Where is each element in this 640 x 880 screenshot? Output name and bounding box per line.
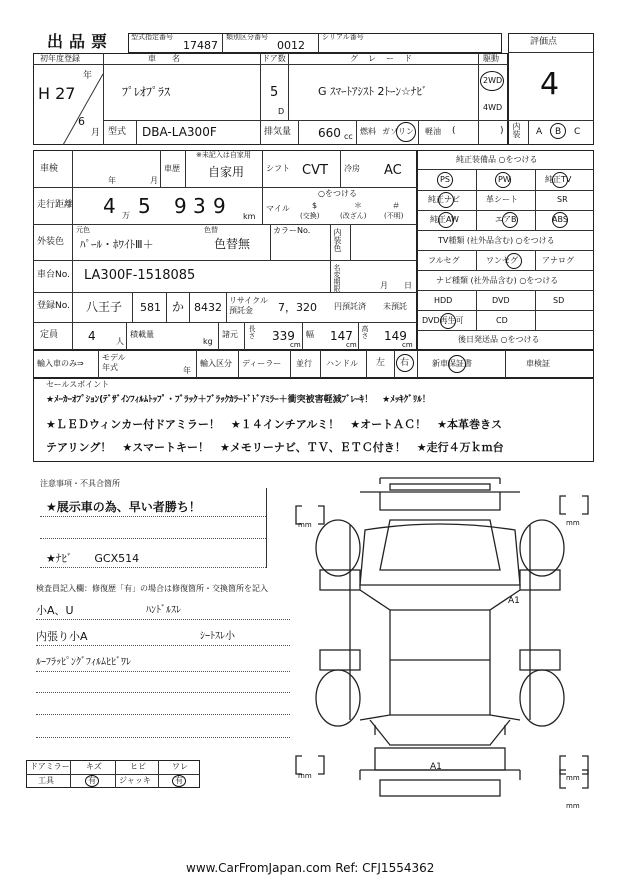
- equip-sr: SR: [557, 195, 568, 204]
- model-label: 型式: [108, 127, 127, 137]
- recycle-no: 未預託: [383, 302, 407, 311]
- wid-unit: cm: [346, 341, 357, 349]
- ac-label: 冷房: [344, 164, 360, 173]
- mileage-unit: km: [243, 212, 256, 221]
- handle-label: ハンドル: [326, 359, 358, 368]
- tire-mm-rl: mm: [298, 772, 312, 780]
- equip-navi-circle: [438, 192, 454, 208]
- notes-label: 注意事項・不具合箇所: [40, 479, 120, 488]
- sales-line-3: テアリング！ ★スマートキー！ ★メモリーナビ、ＴＶ、ＥＴＣ付き！ ★走行４万ｋｍ台: [46, 441, 504, 454]
- reg-class: 581: [140, 301, 161, 314]
- mileage-label: 走行距離: [37, 200, 74, 210]
- body-value: 自家用: [208, 165, 245, 179]
- insp-line-1a: 小A、U: [36, 604, 74, 617]
- load-unit: kg: [203, 337, 213, 346]
- equip-tv: 純正TV: [545, 175, 572, 184]
- serial-label: シリアル番号: [322, 33, 364, 41]
- name-label: 車名: [148, 54, 196, 63]
- equip-aw-circle: [438, 212, 454, 228]
- car-name: ﾌﾟﾚｵﾌﾟﾗｽ: [122, 85, 171, 99]
- paren-close: ): [500, 126, 504, 136]
- recycle-label: リサイクル 預託金: [229, 296, 268, 315]
- first-reg-label: 初年度登録: [40, 54, 80, 63]
- unknown-sym: ＃: [392, 201, 400, 210]
- exchange-sym: $: [312, 201, 318, 210]
- mileage-digit-1: 4: [103, 194, 116, 218]
- equip-airbag: エアB: [495, 215, 517, 224]
- reg-kana: か: [172, 300, 185, 314]
- mileage-digit-4: 3: [193, 194, 206, 218]
- reg-area: 八王子: [86, 300, 123, 314]
- handle-right-circle: [396, 354, 414, 372]
- model-spec-value: 17487: [183, 39, 218, 52]
- fuel-gasoline-circle: [396, 122, 416, 142]
- notes-line-3: ★ﾅﾋﾞ GCX514: [46, 552, 140, 565]
- altered-label: (改ざん): [340, 212, 367, 220]
- handle-right: 右: [400, 358, 410, 368]
- later-warranty: 新車保証書: [432, 359, 472, 368]
- mileage-digit-5: 9: [213, 194, 226, 218]
- color-change-label: 色替: [204, 226, 218, 234]
- equip-ps-circle: [437, 172, 453, 188]
- first-reg-era: H 27: [38, 84, 76, 103]
- grade-value: G ｽﾏｰﾄｱｼｽﾄ 2ﾄｰﾝ☆ﾅﾋﾞ: [318, 85, 428, 98]
- wid-label: 幅: [306, 330, 314, 339]
- sales-line-1: ★ﾒｰｶｰｵﾌﾟｼｮﾝ(ﾃﾞｻﾞｲﾝﾌｨﾙﾑﾄｯﾌﾟ・ﾌﾞﾗｯｸ＋ﾌﾞﾗｯｸｶﾗｰﾄﾞﾄﾞｱﾐﾗｰ＋衝突被害軽減ﾌﾞﾚｰｷ！ ★ﾒｯｷｸﾞﾘﾙ！: [46, 395, 431, 405]
- model-year-label: モデル 年式: [102, 353, 126, 372]
- equip-aw: 純正AW: [430, 215, 459, 224]
- navi-dvdplay-circle: [440, 313, 456, 329]
- tire-mm-fl: mm: [298, 521, 312, 529]
- reg-label: 登録No.: [37, 301, 70, 311]
- tv-oneseg: ワンセグ: [486, 256, 518, 265]
- diagram-mark-a1-rear: A1: [430, 762, 442, 772]
- drive-4wd: 4WD: [483, 103, 503, 112]
- interior-a: A: [536, 127, 543, 137]
- category-value: 0012: [277, 39, 305, 52]
- wid-value: 147: [330, 329, 353, 343]
- equip-navi: 純正ナビ: [428, 195, 460, 204]
- drive-2wd-circle: [480, 71, 504, 91]
- displacement-unit: cc: [344, 132, 353, 141]
- fuel-label: 燃料: [360, 127, 376, 136]
- equip-pw: PW: [498, 175, 511, 184]
- hei-value: 149: [384, 329, 407, 343]
- vin-label: 車台No.: [37, 270, 70, 280]
- color-label: 外装色: [37, 237, 65, 247]
- ac-value: AC: [384, 163, 402, 178]
- tv-oneseg-circle: [506, 253, 522, 269]
- equipment-title: 純正装備品 ○をつける: [456, 155, 538, 164]
- vin-value: LA300F-1518085: [84, 268, 196, 283]
- load-label: 積載量: [130, 330, 154, 339]
- doors-sub: D: [278, 107, 285, 116]
- tv-analog: アナログ: [542, 256, 574, 265]
- navi-dvd: DVD: [492, 296, 510, 305]
- grade-label: グレード: [350, 54, 422, 63]
- equip-airbag-circle: [502, 212, 518, 228]
- mileage-digit-3: 9: [174, 194, 187, 218]
- score-label: 評価点: [530, 37, 558, 47]
- color-no-label: カラーNo.: [273, 226, 311, 235]
- fuel-gasoline: ガソリン: [382, 127, 414, 136]
- month-unit: 月: [91, 128, 101, 138]
- insp-line-2a: 内張り小A: [36, 630, 88, 643]
- equip-ps: PS: [440, 175, 450, 184]
- name-change-label: 名変期限: [333, 264, 341, 292]
- color-change-value: 色替無: [214, 237, 251, 251]
- body-note: ※未記入は自家用: [196, 151, 251, 159]
- legend-jack-val: 有: [175, 776, 183, 785]
- doors-label: ドア数: [262, 54, 286, 63]
- legend-jack-circle: [172, 775, 186, 787]
- len-unit: cm: [290, 341, 301, 349]
- unknown-label: (不明): [384, 212, 404, 220]
- score-value: 4: [540, 67, 560, 102]
- insp-line-1b: ﾊﾝﾄﾞﾙｽﾚ: [146, 605, 181, 616]
- footer-watermark: www.CarFromJapan.com Ref: CFJ1554362: [186, 861, 435, 875]
- fuel-diesel: 軽油: [425, 127, 441, 136]
- tv-title: TV種類 (社外品含む) ○をつける: [438, 236, 555, 245]
- equip-abs: ABS: [552, 215, 568, 224]
- nc-day: 日: [404, 281, 412, 290]
- interior-c: C: [574, 127, 581, 137]
- mile-label: マイル: [266, 204, 290, 213]
- category-label: 類別区分番号: [226, 33, 268, 41]
- diagram-mark-a1-side: A1: [508, 596, 520, 606]
- equip-pw-circle: [495, 172, 511, 188]
- mileage-man: 万: [122, 211, 130, 220]
- insp-line-2b: ｼｰﾄｽﾚ小: [200, 631, 235, 642]
- int-color-label: 内装色: [333, 228, 342, 252]
- first-reg-month: 6: [78, 115, 85, 128]
- import-label: 輸入車のみ⇒: [37, 359, 84, 368]
- len-label: 長さ: [248, 325, 256, 339]
- capacity-unit: 人: [116, 337, 124, 346]
- inspection-label: 車検: [40, 164, 59, 174]
- doors-value: 5: [270, 85, 279, 100]
- shift-value: CVT: [302, 163, 328, 178]
- notes-line-1: ★展示車の為、早い者勝ち！: [46, 500, 201, 514]
- dim-label: 諸元: [222, 330, 238, 339]
- interior-b-circle: [550, 123, 566, 139]
- tire-mm-spare: mm: [566, 802, 580, 810]
- navi-dvdplay: DVD再生可: [422, 316, 464, 325]
- legend-crack: ヒビ: [130, 762, 146, 771]
- shift-label: シフト: [266, 164, 290, 173]
- exchange-label: (交換): [300, 212, 320, 220]
- legend-break: ワレ: [172, 762, 188, 771]
- later-title: 後日発送品 ○をつける: [458, 335, 540, 344]
- inspection-month: 月: [150, 176, 158, 185]
- inspector-label: 検査員記入欄：修復歴「有」の場合は修復箇所・交換箇所を記入: [36, 584, 268, 593]
- inspection-year: 年: [108, 176, 116, 185]
- equip-leather: 革シート: [486, 195, 518, 204]
- color-value: ﾊﾟｰﾙ・ﾎﾜｲﾄⅢ＋: [80, 238, 154, 251]
- capacity-label: 定員: [40, 330, 59, 340]
- equip-abs-circle: [552, 212, 568, 228]
- mile-mark-note: ○をつける: [318, 189, 357, 198]
- paren-open: (: [452, 126, 456, 136]
- navi-title: ナビ種類 (社外品含む) ○をつける: [436, 276, 559, 285]
- recycle-note: 円預託済: [334, 302, 366, 311]
- len-value: 339: [272, 329, 295, 343]
- recycle-value: 7，320: [278, 301, 317, 314]
- displacement-value: 660: [318, 126, 341, 140]
- hei-label: 高さ: [361, 325, 369, 339]
- body-label: 車歴: [164, 164, 180, 173]
- handle-left: 左: [376, 358, 386, 368]
- navi-hdd: HDD: [434, 296, 453, 305]
- altered-sym: ＊: [354, 201, 362, 210]
- mileage-digit-2: 5: [138, 194, 151, 218]
- capacity-value: 4: [88, 329, 96, 343]
- model-spec-label: 型式指定番号: [131, 33, 173, 41]
- tire-mm-rr: mm: [566, 774, 580, 782]
- import-type-label: 輸入区分: [200, 359, 232, 368]
- legend-jack: ジャッキ: [119, 776, 151, 785]
- displacement-label: 排気量: [264, 127, 292, 137]
- sales-label: セールスポイント: [46, 380, 110, 389]
- hei-unit: cm: [402, 341, 413, 349]
- tv-fullseg: フルセグ: [428, 256, 460, 265]
- insp-line-3a: ﾙｰﾌﾗｯﾋﾟﾝｸﾞﾌｨﾙﾑﾋﾋﾞﾜﾚ: [36, 657, 131, 668]
- nc-month: 月: [380, 281, 388, 290]
- legend-tool: 工具: [38, 776, 54, 785]
- model-year-unit: 年: [183, 366, 191, 375]
- legend-tool-circle: [85, 775, 99, 787]
- drive-2wd: 2WD: [483, 76, 503, 85]
- later-warranty-circle: [448, 355, 466, 373]
- tire-mm-fr: mm: [566, 519, 580, 527]
- legend-scratch: キズ: [86, 762, 102, 771]
- navi-sd: SD: [553, 296, 565, 305]
- sales-line-2: ★ＬＥＤウィンカー付ドアミラー！ ★１４インチアルミ！ ★オートＡＣ！ ★本革巻きス: [46, 418, 503, 431]
- legend-tool-val: 有: [88, 776, 96, 785]
- model-value: DBA-LA300F: [142, 125, 217, 139]
- reg-number: 8432: [194, 301, 222, 314]
- later-inspection: 車検証: [526, 359, 550, 368]
- import-dealer: ディーラー: [242, 359, 282, 368]
- legend-doormirror: ドアミラー: [30, 762, 70, 771]
- color-orig-label: 元色: [76, 226, 90, 234]
- year-unit: 年: [83, 71, 93, 81]
- navi-cd: CD: [496, 316, 508, 325]
- import-parallel: 並行: [296, 359, 312, 368]
- sheet-title: 出品票: [47, 32, 114, 51]
- equip-tv-circle: [552, 172, 568, 188]
- reg-divider-icon: [33, 64, 103, 145]
- drive-label: 駆動: [483, 54, 499, 63]
- interior-b: B: [555, 127, 562, 137]
- interior-label: 内装: [512, 122, 521, 138]
